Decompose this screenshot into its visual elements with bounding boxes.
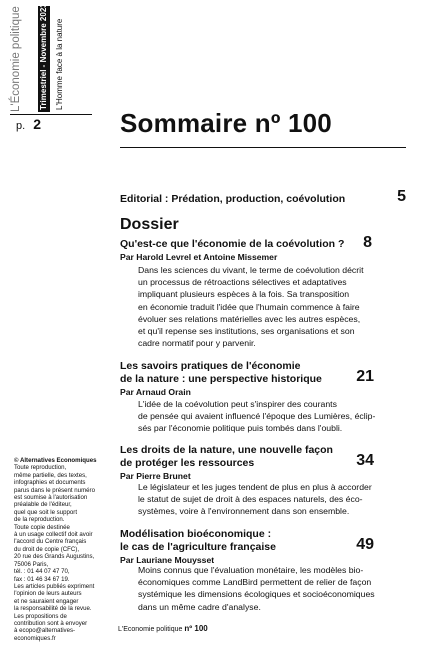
article-entry-3[interactable] [120,444,370,481]
credits-line: economiques.fr [14,634,56,642]
summary-line: Le législateur et les juges tendent de plus en plus à accorder [138,482,372,492]
summary-line: Moins connus que l'évaluation monétaire, les modèles bio- [138,565,364,575]
article-title-line-2: de la nature : une perspective historique [120,373,322,385]
credits-line: tél. : 01 44 07 47 70, [14,568,70,576]
credits-line: l'opinion de leurs auteurs [14,590,82,598]
summary-line: systèmes, voire à l'environnement dans son ensemble. [138,506,350,517]
editorial-title[interactable]: Editorial : Prédation, production, coévolution [120,193,346,205]
article-page-4: 49 [356,536,374,553]
summary-line: le statut de sujet de droit à des espaces naturels, des éco- [138,494,363,505]
page-footer [118,624,208,633]
article-author: Par Lauriane Mouysset [120,555,215,565]
article-entry-4[interactable] [120,528,370,565]
credits-line: fax : 01 46 34 67 19. [14,575,70,583]
credits-line: Toute copie destinée [14,523,70,531]
credits-line: Toute reproduction, [14,464,67,472]
page-title: Sommaire nº 100 [120,108,332,138]
summary-line: L'idée de la coévolution peut s'inspirer des courants [138,399,337,409]
dossier-heading: Dossier [120,216,179,233]
article-author: Par Pierre Brunet [120,471,191,481]
credits-line: parus dans le présent numéro [14,486,95,494]
credits-line: même partielle, des textes, [14,471,87,479]
article-summary-1 [138,264,376,349]
credits-line: préalable de l'éditeur, [14,501,72,509]
credits-line: l'accord du Centre français [14,538,87,546]
summary-line: en économie traduit l'idée que l'humain commence à faire [138,301,360,312]
credits-line: quel que soit le support [14,508,78,516]
credits-line: du droit de copie (CFC), [14,545,80,553]
summary-line: systémique les dimensions écologiques et socioéconomiques [138,589,375,600]
credits-line: Les articles publiés expriment [14,582,95,590]
editorial-page: 5 [397,188,406,205]
title-rule [120,147,406,148]
credits-line: 20 rue des Grands Augustins, [14,553,95,561]
article-page-2: 21 [356,368,374,385]
credits-line: Les propositions de [14,612,67,620]
credits-line: à ecopo@alternatives- [14,627,76,635]
summary-line: Dans les sciences du vivant, le terme de coévolution décrit [138,265,364,275]
summary-line: et qu'il repense ses institutions, ses organisations et son [138,326,355,337]
credits-line: de la reproduction. [14,516,65,524]
article-title-line-1: Les savoirs pratiques de l'économie [120,360,301,372]
article-title-line-2: de protéger les ressources [120,457,255,469]
banner-subject: L'Homme face à la nature [55,18,64,110]
article-title-line-1: Les droits de la nature, une nouvelle façon [120,444,333,456]
summary-line: de pensée qui avaient influencé l'époque des Lumières, éclip- [138,411,376,422]
summary-line: cadre normatif pour y parvenir. [138,338,256,349]
article-page-1: 8 [363,234,372,251]
credits-line: la responsabilité de la revue. [14,605,92,613]
summary-line: économiques comme LandBird permettent de relier de façon [138,577,372,588]
copyright-head: © Alternatives Economiques [14,457,97,464]
article-entry-2[interactable] [120,360,370,397]
article-page-3: 34 [356,452,374,469]
summary-line: impliquant plusieurs espèces à la fois. Sa transposition [138,289,350,300]
credits-line: et ne sauraient engager [14,597,79,605]
credits-line: 75006 Paris, [14,560,49,568]
page-rule-left [10,114,92,115]
page-reference [16,116,41,132]
credits-line: est soumise à l'autorisation [14,494,88,502]
summary-line: un processus de rétroactions sélectives et adaptatives [138,277,347,288]
banner-journal-name: L'Économie politique [10,6,22,112]
article-title: Qu'est-ce que l'économie de la coévolution ? [120,238,345,250]
banner-issue: Trimestriel - Novembre 2023 [39,3,48,110]
page-number: 2 [33,116,41,132]
page-prefix: p. [16,120,26,132]
footer-journal: L'Economie politique [118,626,183,633]
article-summary-2 [138,398,376,435]
credits-line: infographies et documents [14,479,86,487]
article-author: Par Arnaud Orain [120,387,191,397]
footer-issue-number: nº 100 [184,624,208,633]
credits-line: à un usage collectif doit avoir [14,531,93,539]
journal-banner [0,0,92,128]
article-summary-4 [138,564,376,613]
copyright-notice [14,457,106,642]
article-author: Par Harold Levrel et Antoine Missemer [120,252,278,262]
article-summary-3 [138,481,376,518]
article-title-line-1: Modélisation bioéconomique : [120,528,272,540]
summary-line: dans un même cadre d'analyse. [138,601,261,612]
summary-line: sés par l'économie politique puis tombés dans l'oubli. [138,423,343,434]
summary-line: évoluer ses relations matérielles avec les autres espèces, [138,313,361,324]
article-title-line-2: le cas de l'agriculture française [120,541,276,553]
credits-line: contribution sont à envoyer [14,619,88,627]
